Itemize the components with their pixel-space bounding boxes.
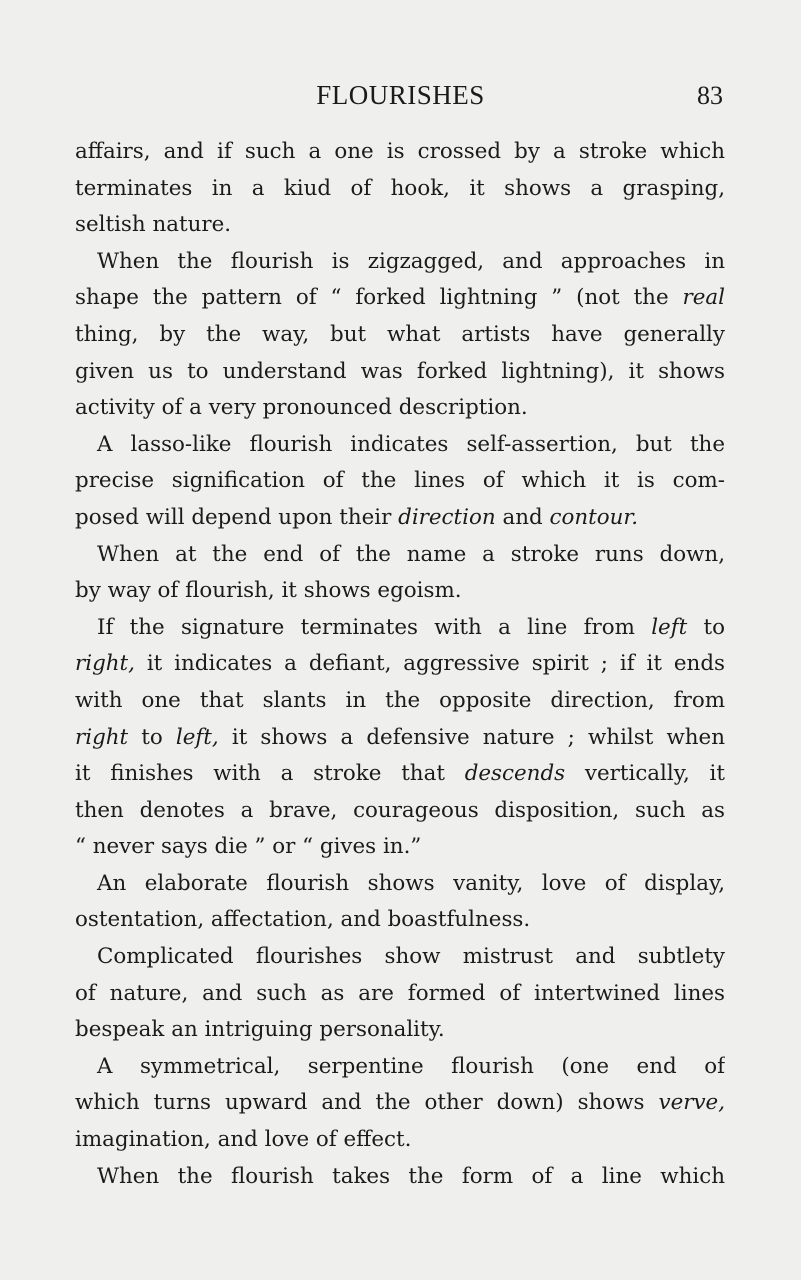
text-line (75, 537, 725, 574)
emphasized-text: right, (75, 651, 135, 677)
text-segment: If the signature terminates with a line from (97, 614, 652, 640)
text-line (75, 939, 725, 976)
emphasized-text: direction (398, 504, 496, 530)
emphasized-text: right (75, 724, 129, 750)
text-line (75, 463, 725, 500)
text-line (75, 280, 725, 317)
text-segment: seltish nature. (75, 212, 232, 238)
text-segment: terminates in a kiud of hook, it shows a grasping, (75, 175, 725, 201)
text-segment: bespeak an intriguing personality. (75, 1017, 445, 1043)
text-line (75, 610, 725, 647)
text-line (75, 207, 725, 244)
text-segment: vertically, it (565, 761, 725, 787)
emphasized-text: left (651, 614, 688, 640)
text-segment: When the flourish takes the form of a line which (97, 1163, 725, 1189)
text-segment: affairs, and if such a one is crossed by a stroke which (75, 139, 725, 164)
text-segment: with one that slants in the opposite direction, from (75, 687, 725, 713)
text-segment: given us to understand was forked lightning), it shows (75, 358, 725, 384)
text-segment: A lasso-like flourish indicates self-assertion, but the (97, 431, 725, 457)
text-segment: posed will depend upon their (75, 504, 399, 530)
text-line (75, 134, 725, 171)
text-line (75, 1012, 725, 1049)
text-line (75, 683, 725, 720)
text-line (75, 1122, 725, 1159)
running-title: FLOURISHES (316, 80, 485, 110)
text-segment: then denotes a brave, courageous disposition, such as (75, 797, 725, 823)
text-segment: imagination, and love of effect. (75, 1127, 412, 1153)
text-segment: by way of flourish, it shows egoism. (75, 578, 462, 604)
text-segment: and (495, 504, 550, 530)
text-segment: An elaborate flourish shows vanity, love of display, (97, 870, 725, 896)
running-header (0, 80, 801, 116)
text-line (75, 646, 725, 683)
text-segment: shape the pattern of “ forked lightning ” (not the (75, 285, 683, 311)
text-line (75, 1159, 725, 1196)
text-line (75, 354, 725, 391)
emphasized-text: contour. (549, 504, 639, 530)
text-line (75, 756, 725, 793)
text-segment: it finishes with a stroke that (75, 761, 465, 787)
text-line (75, 171, 725, 208)
text-line (75, 317, 725, 354)
emphasized-text: left, (175, 724, 219, 750)
text-segment: of nature, and such as are formed of intertwined lines (75, 980, 725, 1006)
text-segment: Complicated flourishes show mistrust and subtlety (97, 944, 725, 970)
text-line (75, 866, 725, 903)
text-segment: to (687, 614, 725, 640)
text-line (75, 902, 725, 939)
text-segment: thing, by the way, but what artists have generally (75, 321, 725, 347)
text-line (75, 500, 725, 537)
text-line (75, 427, 725, 464)
text-line (75, 573, 725, 610)
page-number: 83 (697, 81, 723, 110)
text-line (75, 390, 725, 427)
text-segment: When at the end of the name a stroke runs down, (97, 541, 725, 567)
emphasized-text: descends (464, 761, 566, 787)
text-segment: which turns upward and the other down) shows (75, 1090, 659, 1116)
text-segment: precise signification of the lines of which it is com- (75, 468, 725, 494)
text-segment: ostentation, affectation, and boastfulness. (75, 907, 531, 933)
text-line (75, 793, 725, 830)
emphasized-text: real (682, 285, 725, 311)
text-line (75, 720, 725, 757)
text-segment: When the flourish is zigzagged, and approaches in (97, 248, 725, 274)
emphasized-text: verve, (658, 1090, 725, 1116)
text-segment: it indicates a defiant, aggressive spirit ; if it ends (134, 651, 725, 677)
text-segment: it shows a defensive nature ; whilst when (218, 724, 725, 750)
text-segment: activity of a very pronounced description. (75, 395, 528, 421)
text-line (75, 829, 725, 866)
text-segment: “ never says die ” or “ gives in.” (75, 834, 422, 860)
text-line (75, 1049, 725, 1086)
text-segment: A symmetrical, serpentine flourish (one end of (97, 1053, 725, 1079)
text-segment: to (128, 724, 176, 750)
text-line (75, 244, 725, 281)
body-text (75, 134, 725, 1195)
text-line (75, 976, 725, 1013)
text-line (75, 1085, 725, 1122)
